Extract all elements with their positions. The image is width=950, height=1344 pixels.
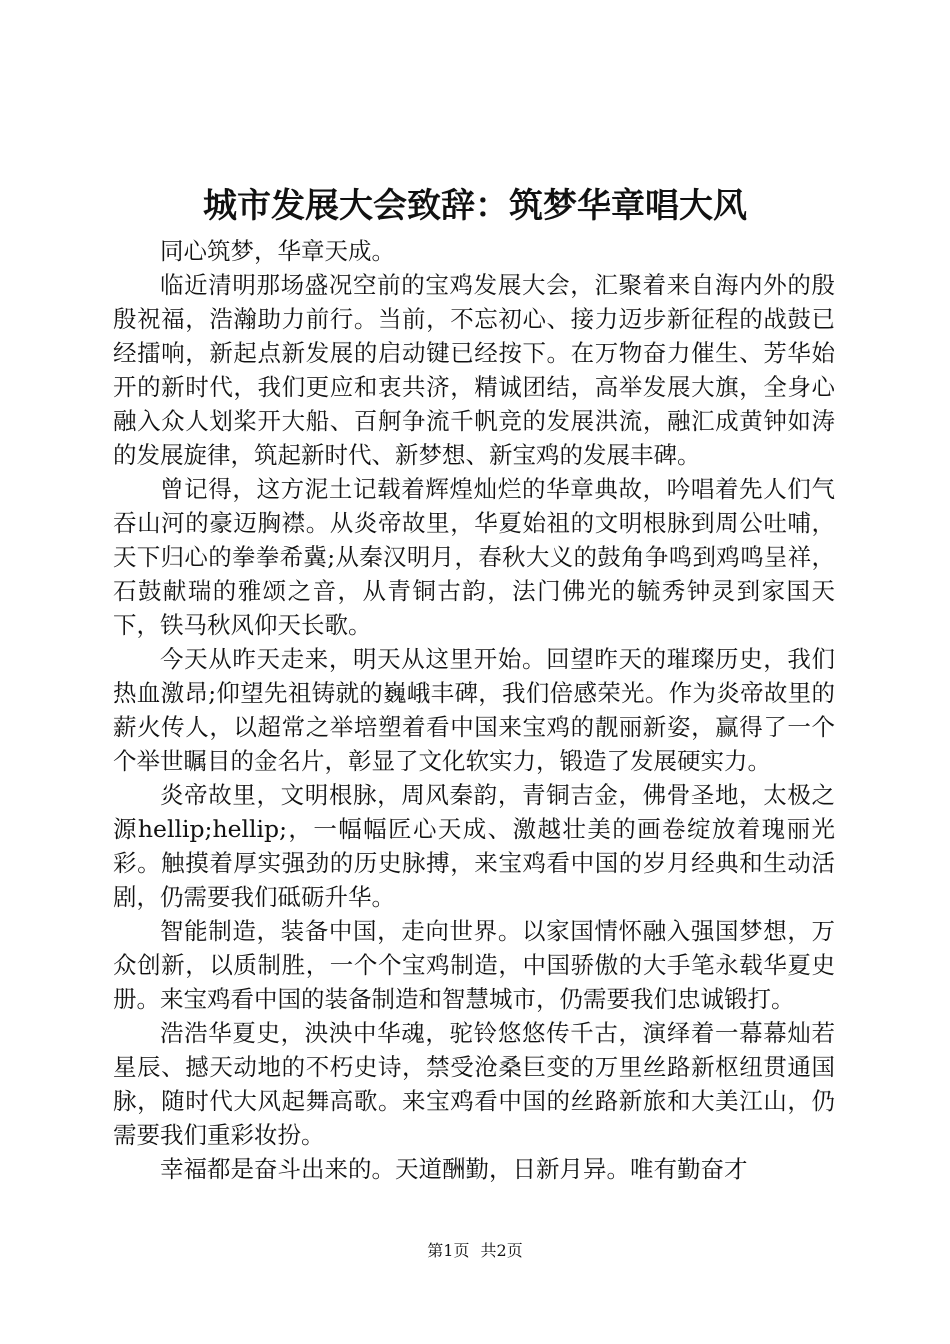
paragraph: 浩浩华夏史，泱泱中华魂，驼铃悠悠传千古，演绎着一幕幕灿若星辰、撼天动地的不朽史诗，禁受沧桑巨变的万里丝路新枢纽贯通国脉，随时代大风起舞高歌。来宝鸡看中国的丝路新旅和大美江山，仍需要我们重彩妆扮。 [113,1019,835,1149]
page-total: 共2页 [480,1241,523,1260]
paragraph: 曾记得，这方泥土记载着辉煌灿烂的华章典故，吟唱着先人们气吞山河的豪迈胸襟。从炎帝故里，华夏始祖的文明根脉到周公吐哺，天下归心的拳拳希冀;从秦汉明月，春秋大义的鼓角争鸣到鸡鸣呈祥，石鼓献瑞的雅颂之音，从青铜古韵，法门佛光的毓秀钟灵到家国天下，铁马秋风仰天长歌。 [113,475,835,639]
paragraph: 炎帝故里，文明根脉，周风秦韵，青铜吉金，佛骨圣地，太极之源hellip;hellip;，一幅幅匠心天成、激越壮美的画卷绽放着瑰丽光彩。触摸着厚实强劲的历史脉搏，来宝鸡看中国的岁月经典和生动活剧，仍需要我们砥砺升华。 [113,781,835,911]
paragraph: 同心筑梦，华章天成。 [160,237,395,265]
paragraph: 今天从昨天走来，明天从这里开始。回望昨天的璀璨历史，我们热血激昂;仰望先祖铸就的巍峨丰碑，我们倍感荣光。作为炎帝故里的薪火传人，以超常之举培塑着看中国来宝鸡的靓丽新姿，赢得了一个个举世瞩目的金名片，彰显了文化软实力，锻造了发展硬实力。 [113,645,835,775]
document-body [113,234,835,1186]
paragraph: 临近清明那场盛况空前的宝鸡发展大会，汇聚着来自海内外的殷殷祝福，浩瀚助力前行。当前，不忘初心、接力迈步新征程的战鼓已经擂响，新起点新发展的启动键已经按下。在万物奋力催生、芳华始开的新时代，我们更应和衷共济，精诚团结，高举发展大旗，全身心融入众人划桨开大船、百舸争流千帆竞的发展洪流，融汇成黄钟如涛的发展旋律，筑起新时代、新梦想、新宝鸡的发展丰碑。 [113,271,835,469]
paragraph: 幸福都是奋斗出来的。天道酬勤，日新月异。唯有勤奋才 [160,1155,748,1183]
document-title: 城市发展大会致辞：筑梦华章唱大风 [203,186,747,226]
page-footer [0,1240,950,1262]
page-number: 第1页 [427,1241,470,1260]
paragraph: 智能制造，装备中国，走向世界。以家国情怀融入强国梦想，万众创新，以质制胜，一个个宝鸡制造，中国骄傲的大手笔永载华夏史册。来宝鸡看中国的装备制造和智慧城市，仍需要我们忠诚锻打。 [113,917,835,1013]
